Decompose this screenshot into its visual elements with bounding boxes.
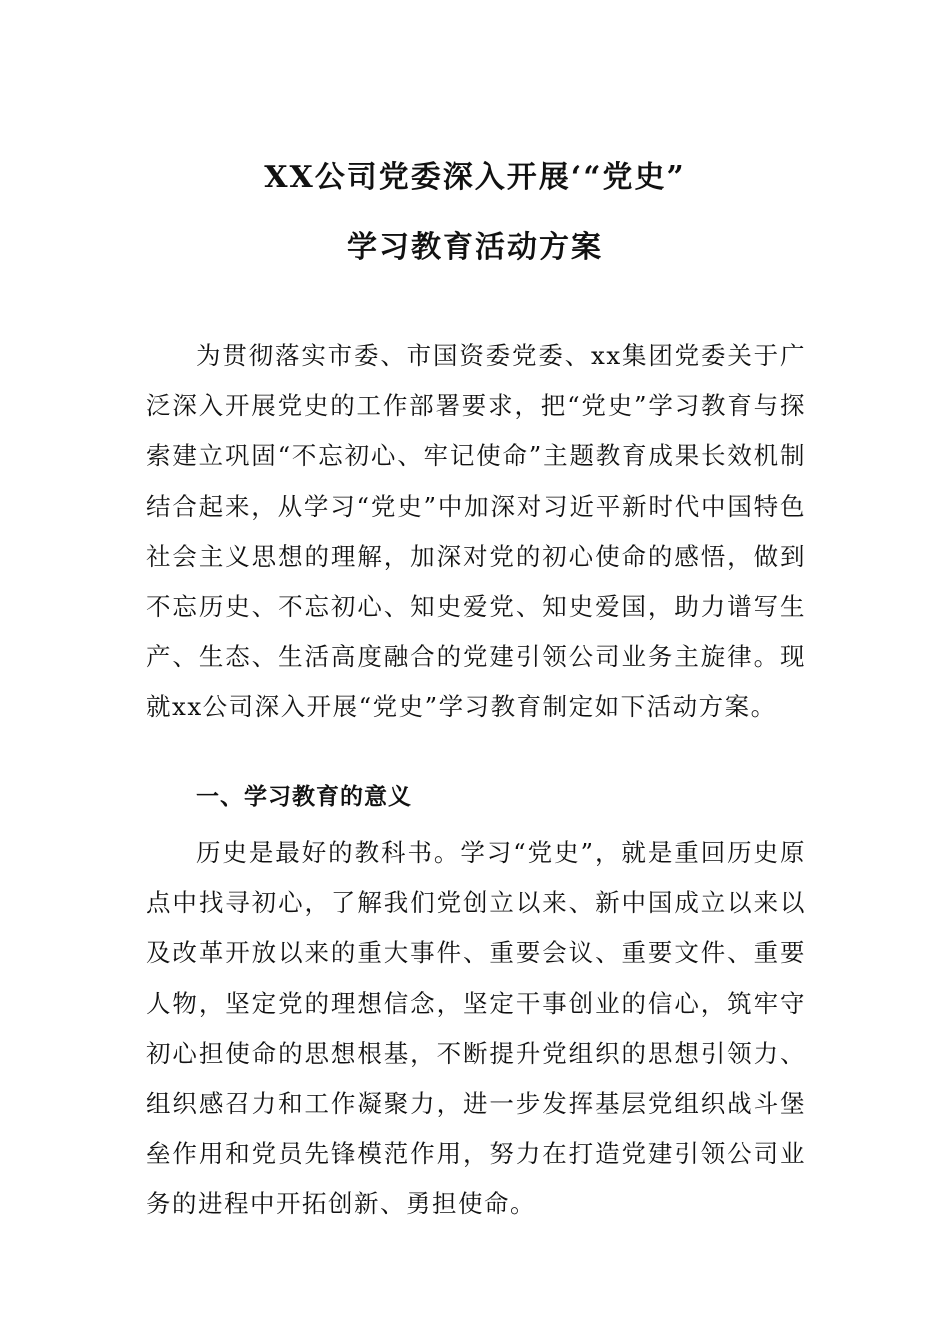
section-heading-1: 一、学习教育的意义 [196,784,412,810]
document-title-line2: 学习教育活动方案 [347,230,603,265]
paragraph-significance: 历史是最好的教科书。学习“党史”，就是重回历史原点中找寻初心，了解我们党创立以来、新中国成立以来以及改革开放以来的重大事件、重要会议、重要文件、重要人物，坚定党的理想信念，坚定干事创业的信心，筑牢守初心担使命的思想根基，不断提升党组织的思想引领力、组织感召力和工作凝聚力，进一步发挥基层党组织战斗堡垒作用和党员先锋模范作用，努力在打造党建引领公司业务的进程中开拓创新、勇担使命。 [146,838,806,1219]
document-title-line1: XX公司党委深入开展‘“党史” [264,160,686,195]
paragraph-intro: 为贯彻落实市委、市国资委党委、xx集团党委关于广泛深入开展党史的工作部署要求，把“党史”学习教育与探索建立巩固“不忘初心、牢记使命”主题教育成果长效机制结合起来，从学习“党史”中加深对习近平新时代中国特色社会主义思想的理解，加深对党的初心使命的感悟，做到不忘历史、不忘初心、知史爱党、知史爱国，助力谱写生产、生态、生活高度融合的党建引领公司业务主旋律。现就xx公司深入开展“党史”学习教育制定如下活动方案。 [146,341,806,722]
